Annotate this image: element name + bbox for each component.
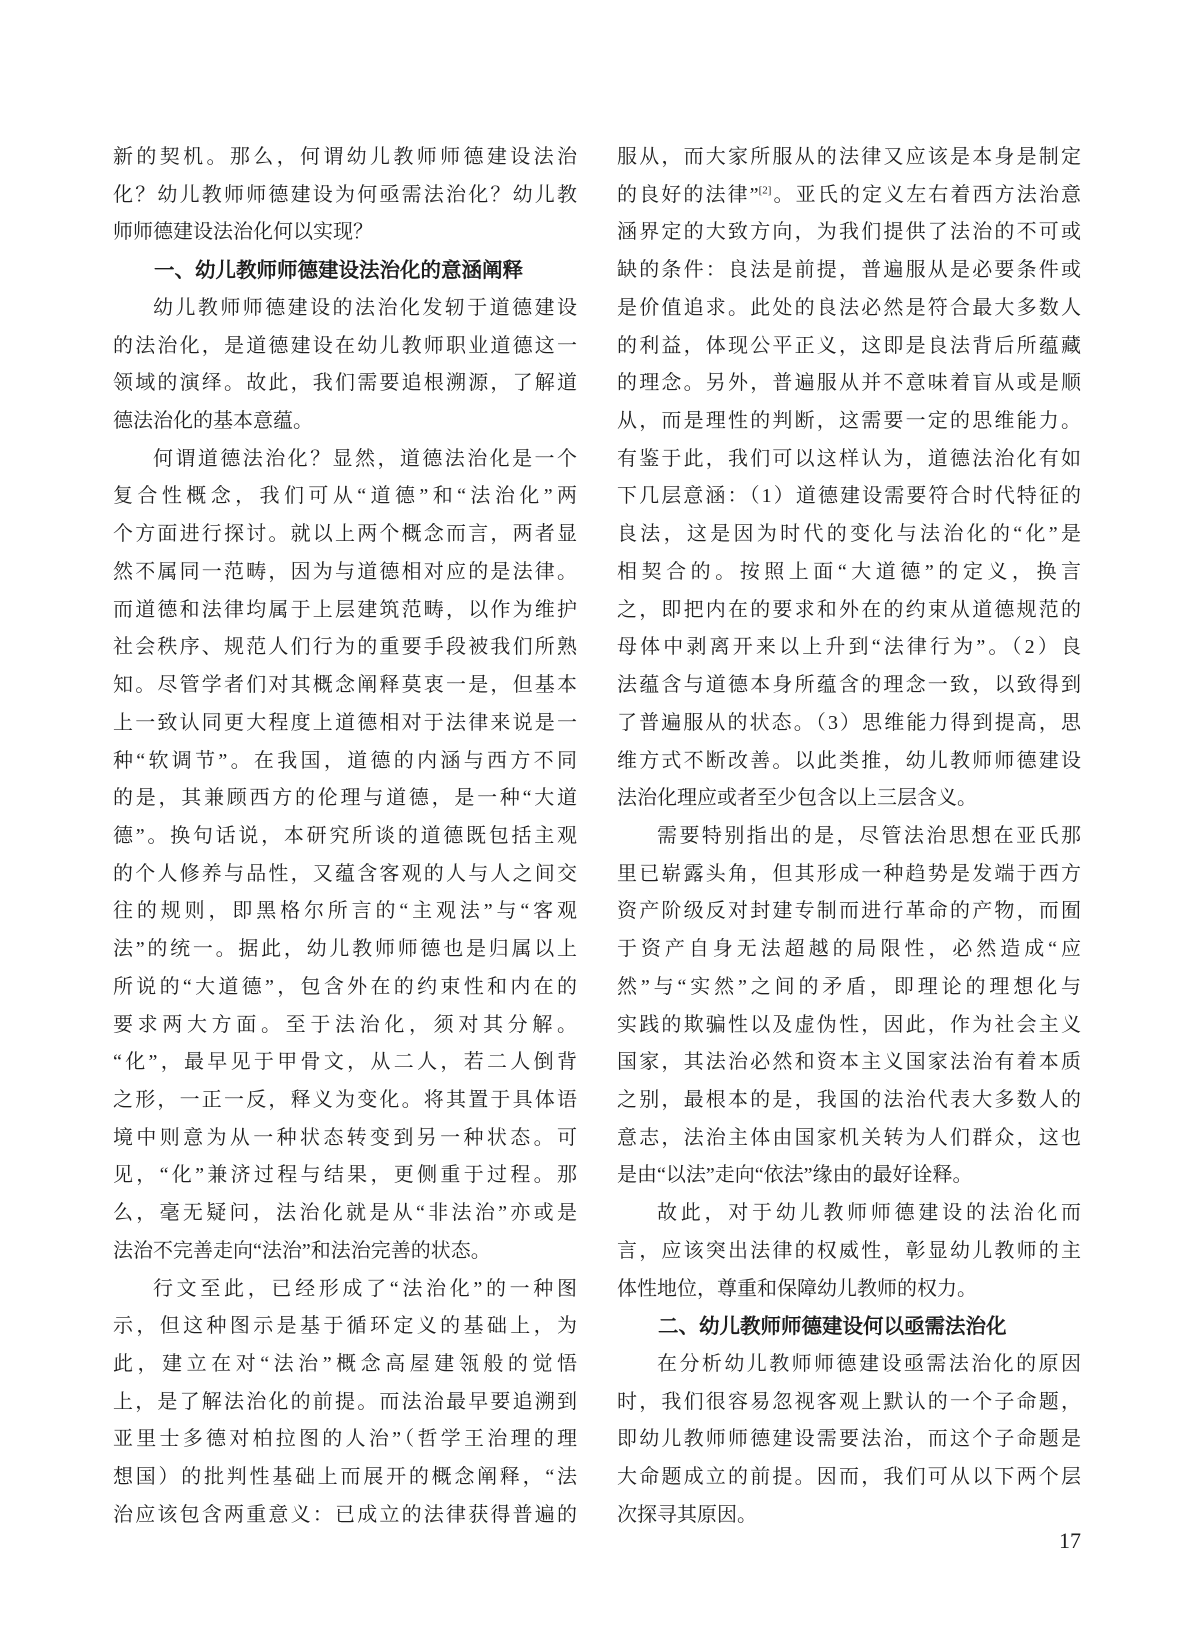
text-line: 言，应该突出法律的权威性，彰显幼儿教师的主 [617,1239,1081,1262]
text-line: 下几层意涵：（1）道德建设需要符合时代特征的 [617,485,1081,508]
text-line: 资产阶级反对封建专制而进行革命的产物，而囿 [617,900,1081,923]
text-line: 大命题成立的前提。因而，我们可从以下两个层 [617,1466,1081,1489]
right-text-column [617,139,1081,1535]
text-line: 种“软调节”。在我国，道德的内涵与西方不同 [113,749,577,772]
text-line: 的个人修养与品性，又蕴含客观的人与人之间交 [113,862,577,885]
text-line: 的良好的法律”[2]。亚氏的定义左右着西方法治意 [617,183,1081,206]
section-heading: 二、幼儿教师师德建设何以亟需法治化 [658,1315,1007,1339]
left-text-column [113,139,577,1535]
text-line: 服从，而大家所服从的法律又应该是本身是制定 [617,146,1081,168]
text-line: 实践的欺骗性以及虚伪性，因此，作为社会主义 [617,1013,1081,1036]
text-line: 良法，这是因为时代的变化与法治化的“化”是 [617,523,1081,546]
text-line: 缺的条件：良法是前提，普遍服从是必要条件或 [617,259,1081,282]
text-line: 德法治化的基本意蕴。 [113,410,313,433]
text-line: 的理念。另外，普遍服从并不意味着盲从或是顺 [617,372,1081,395]
text-line: 要求两大方面。至于法治化，须对其分解。 [113,1013,577,1036]
text-line: 的是，其兼顾西方的伦理与道德，是一种“大道 [113,787,577,810]
text-line: 所说的“大道德”，包含外在的约束性和内在的 [113,975,577,998]
text-line: 领域的演绎。故此，我们需要追根溯源，了解道 [113,372,577,395]
text-line: 即幼儿教师师德建设需要法治，而这个子命题是 [617,1428,1081,1451]
text-line: 么，毫无疑问，法治化就是从“非法治”亦或是 [113,1202,577,1225]
text-line: 然”与“实然”之间的矛盾，即理论的理想化与 [617,975,1081,998]
text-line: 维方式不断改善。以此类推，幼儿教师师德建设 [617,749,1081,772]
text-line: 治应该包含两重意义：已成立的法律获得普遍的 [113,1503,577,1526]
text-line: 新的契机。那么，何谓幼儿教师师德建设法治 [113,146,577,168]
text-line: 此，建立在对“法治”概念高屋建瓴般的觉悟 [113,1353,577,1375]
text-line: “化”，最早见于甲骨文，从二人，若二人倒背 [113,1051,577,1074]
text-line: 何谓道德法治化？显然，道德法治化是一个 [153,447,577,470]
text-line: 之形，一正一反，释义为变化。将其置于具体语 [113,1088,577,1111]
text-line: 涵界定的大致方向，为我们提供了法治的不可或 [617,221,1081,244]
text-line: 母体中剥离开来以上升到“法律行为”。（2）良 [617,636,1081,659]
text-line: 复合性概念，我们可从“道德”和“法治化”两 [113,485,577,508]
section-heading: 一、幼儿教师师德建设法治化的意涵阐释 [154,259,523,283]
text-line: 之，即把内在的要求和外在的约束从道德规范的 [617,598,1081,621]
text-line: 在分析幼儿教师师德建设亟需法治化的原因 [657,1353,1081,1375]
text-line: 上一致认同更大程度上道德相对于法律来说是一 [113,711,577,734]
text-line: 而道德和法律均属于上层建筑范畴，以作为维护 [113,598,577,621]
text-line: 于资产自身无法超越的局限性，必然造成“应 [617,938,1081,961]
text-line: 国家，其法治必然和资本主义国家法治有着本质 [617,1051,1081,1074]
text-line: 亚里士多德对柏拉图的人治”（哲学王治理的理 [113,1428,577,1451]
text-line: 社会秩序、规范人们行为的重要手段被我们所熟 [113,636,577,659]
text-line: 德”。换句话说，本研究所谈的道德既包括主观 [113,824,577,847]
text-line: 见，“化”兼济过程与结果，更侧重于过程。那 [113,1164,577,1187]
text-line: 时，我们很容易忽视客观上默认的一个子命题， [617,1390,1081,1413]
text-line: 法”的统一。据此，幼儿教师师德也是归属以上 [113,938,577,961]
text-line: 是价值追求。此处的良法必然是符合最大多数人 [617,296,1081,319]
text-line: 个方面进行探讨。就以上两个概念而言，两者显 [113,523,577,546]
text-line: 的利益，体现公平正义，这即是良法背后所蕴藏 [617,334,1081,357]
text-line: 法治不完善走向“法治”和法治完善的状态。 [113,1239,491,1262]
text-line: 了普遍服从的状态。（3）思维能力得到提高，思 [617,711,1081,734]
text-line: 故此，对于幼儿教师师德建设的法治化而 [657,1202,1081,1225]
text-line: 师师德建设法治化何以实现？ [113,221,373,244]
text-line: 体性地位，尊重和保障幼儿教师的权力。 [617,1277,977,1300]
text-line: 次探寻其原因。 [617,1503,757,1526]
text-line: 法治化理应或者至少包含以上三层含义。 [617,787,977,810]
footnote-ref: [2] [758,184,772,197]
text-line: 里已崭露头角，但其形成一种趋势是发端于西方 [617,862,1081,885]
text-line: 从，而是理性的判断，这需要一定的思维能力。 [617,410,1081,433]
text-line: 之别，最根本的是，我国的法治代表大多数人的 [617,1088,1081,1111]
text-line: 往的规则，即黑格尔所言的“主观法”与“客观 [113,900,577,923]
text-line: 境中则意为从一种状态转变到另一种状态。可 [113,1126,577,1149]
text-line: 需要特别指出的是，尽管法治思想在亚氏那 [657,824,1081,847]
page-number: 17 [1059,1528,1081,1553]
text-line: 的法治化，是道德建设在幼儿教师职业道德这一 [113,334,577,357]
text-line: 示，但这种图示是基于循环定义的基础上，为 [113,1315,577,1338]
text-line: 行文至此，已经形成了“法治化”的一种图 [153,1277,577,1300]
text-line: 幼儿教师师德建设的法治化发轫于道德建设 [153,296,577,319]
text-line: 上，是了解法治化的前提。而法治最早要追溯到 [113,1390,577,1413]
text-line: 然不属同一范畴，因为与道德相对应的是法律。 [113,560,577,583]
text-line: 意志，法治主体由国家机关转为人们群众，这也 [617,1126,1081,1149]
text-line: 化？幼儿教师师德建设为何亟需法治化？幼儿教 [113,183,577,206]
text-line: 有鉴于此，我们可以这样认为，道德法治化有如 [617,447,1081,470]
text-line: 是由“以法”走向“依法”缘由的最好诠释。 [617,1164,973,1187]
text-line: 想国）的批判性基础上而展开的概念阐释，“法 [113,1466,577,1489]
text-line: 法蕴含与道德本身所蕴含的理念一致，以致得到 [617,674,1081,697]
text-line: 知。尽管学者们对其概念阐释莫衷一是，但基本 [113,674,577,697]
text-line: 相契合的。按照上面“大道德”的定义，换言 [617,560,1081,583]
